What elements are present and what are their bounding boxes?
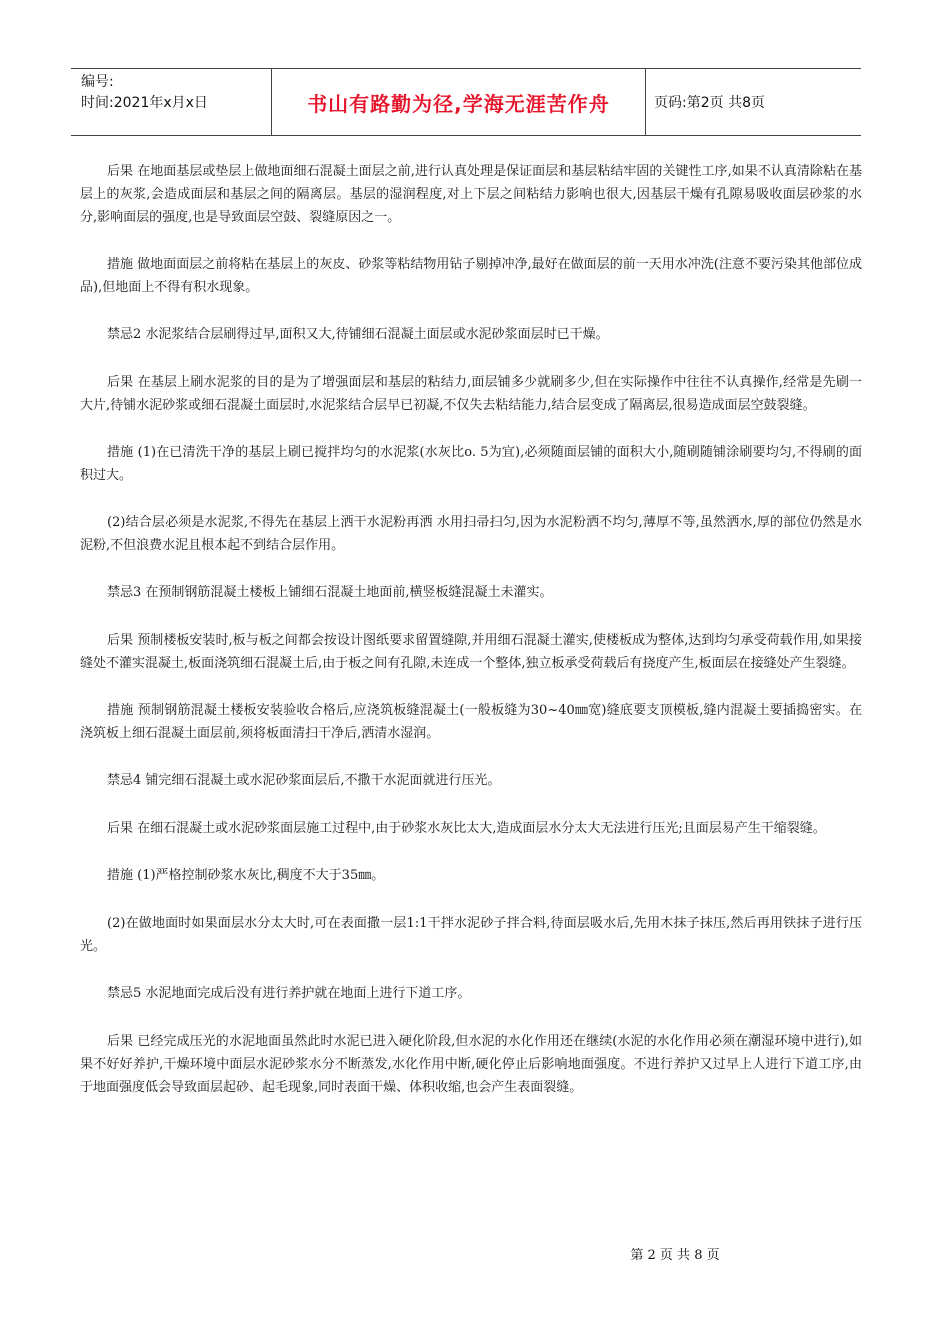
paragraph: 后果 在基层上刷水泥浆的目的是为了增强面层和基层的粘结力,面层铺多少就刷多少,但在实际操作中往往不认真操作,经常是先刷一大片,待铺水泥砂浆或细石混凝土面层时,水泥浆结合层早已初凝,不仅失去粘结能力,结合层变成了隔离层,很易造成面层空鼓裂缝。 bbox=[80, 375, 862, 413]
header-motto: 书山有路勤为径,学海无涯苦作舟 bbox=[272, 69, 646, 135]
paragraph: (2)结合层必须是水泥浆,不得先在基层上洒干水泥粉再洒 水用扫帚扫匀,因为水泥粉洒不均匀,薄厚不等,虽然洒水,厚的部位仍然是水泥粉,不但浪费水泥且根本起不到结合层作用。 bbox=[80, 515, 862, 553]
paragraph: 措施 (1)在已清洗干净的基层上刷已搅拌均匀的水泥浆(水灰比o. 5为宜),必须随面层铺的面积大小,随刷随铺涂刷要均匀,不得刷的面积过大。 bbox=[80, 445, 862, 483]
paragraph: 后果 在细石混凝土或水泥砂浆面层施工过程中,由于砂浆水灰比太大,造成面层水分太大无法进行压光;且面层易产生干缩裂缝。 bbox=[107, 821, 826, 836]
paragraph: 禁忌3 在预制钢筋混凝土楼板上铺细石混凝土地面前,横竖板缝混凝土未灌实。 bbox=[107, 585, 553, 600]
footer-page-number: 第 2 页 共 8 页 bbox=[630, 1248, 720, 1263]
document-number-label: 编号: bbox=[81, 74, 114, 90]
header-meta bbox=[71, 69, 272, 135]
document-date: 时间:2021年x月x日 bbox=[81, 95, 208, 111]
paragraph: 禁忌4 铺完细石混凝土或水泥砂浆面层后,不撒干水泥面就进行压光。 bbox=[107, 773, 501, 788]
paragraph: 后果 预制楼板安装时,板与板之间都会按设计图纸要求留置缝隙,并用细石混凝土灌实,使楼板成为整体,达到均匀承受荷载作用,如果接缝处不灌实混凝土,板面浇筑细石混凝土后,由于板之间有孔隙,未连成一个整体,独立板承受荷载后有挠度产生,板面层在接缝处产生裂缝。 bbox=[80, 633, 862, 671]
document-body bbox=[80, 160, 862, 1123]
paragraph: 禁忌2 水泥浆结合层刷得过早,面积又大,待铺细石混凝土面层或水泥砂浆面层时已干燥。 bbox=[107, 327, 609, 342]
paragraph: 措施 做地面面层之前将粘在基层上的灰皮、砂浆等粘结物用钻子剔掉冲净,最好在做面层的前一天用水冲洗(注意不要污染其他部位成品),但地面上不得有积水现象。 bbox=[80, 257, 862, 295]
paragraph: 措施 预制钢筋混凝土楼板安装验收合格后,应浇筑板缝混凝土(一般板缝为30~40㎜宽)缝底要支顶模板,缝内混凝土要插捣密实。在浇筑板上细石混凝土面层前,须将板面清扫干净后,洒清水湿润。 bbox=[80, 703, 862, 741]
paragraph: 禁忌5 水泥地面完成后没有进行养护就在地面上进行下道工序。 bbox=[107, 986, 471, 1001]
page-header bbox=[71, 68, 861, 136]
paragraph: 后果 在地面基层或垫层上做地面细石混凝土面层之前,进行认真处理是保证面层和基层粘结牢固的关键性工序,如果不认真清除粘在基层上的灰浆,会造成面层和基层之间的隔离层。基层的湿润程度,对上下层之间粘结力影响也很大,因基层干燥有孔隙易吸收面层砂浆的水分,影响面层的强度,也是导致面层空鼓、裂缝原因之一。 bbox=[80, 164, 862, 225]
paragraph: 措施 (1)严格控制砂浆水灰比,稠度不大于35㎜。 bbox=[107, 868, 385, 883]
paragraph: 后果 已经完成压光的水泥地面虽然此时水泥已进入硬化阶段,但水泥的水化作用还在继续(水泥的水化作用必须在潮湿环境中进行),如果不好好养护,干燥环境中面层水泥砂浆水分不断蒸发,水化作用中断,硬化停止后影响地面强度。不进行养护又过早上人进行下道工序,由于地面强度低会导致面层起砂、起毛现象,同时表面干燥、体积收缩,也会产生表面裂缝。 bbox=[80, 1034, 862, 1095]
header-page-info: 页码:第2页 共8页 bbox=[654, 95, 765, 111]
paragraph: (2)在做地面时如果面层水分太大时,可在表面撒一层1:1干拌水泥砂子拌合料,待面层吸水后,先用木抹子抹压,然后再用铁抹子进行压光。 bbox=[80, 916, 862, 954]
page-footer bbox=[0, 1244, 950, 1263]
